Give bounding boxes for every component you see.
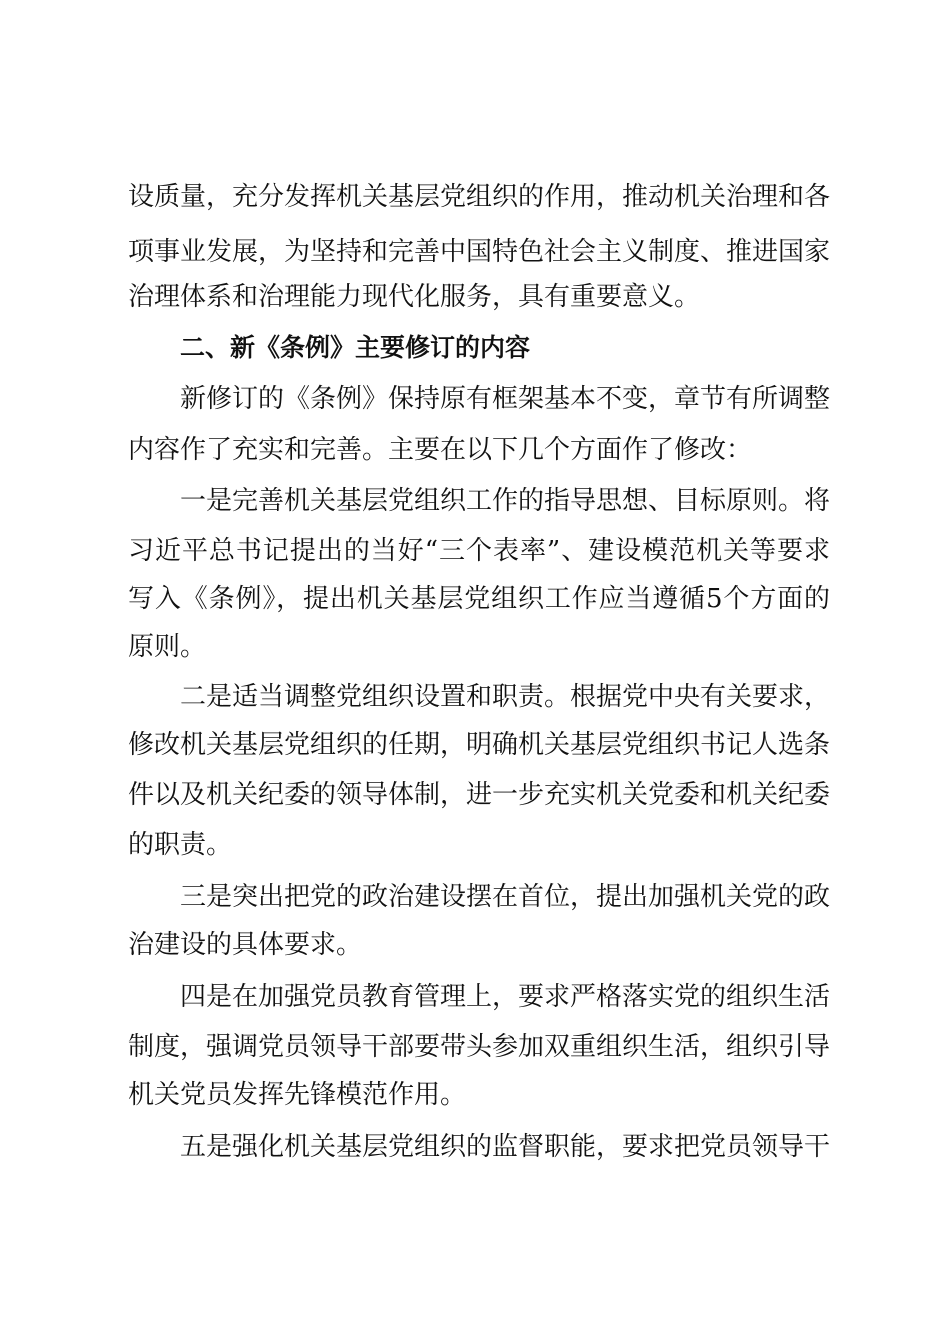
paragraph-line: 件以及机关纪委的领导体制，进一步充实机关党委和机关纪委 (128, 780, 831, 810)
paragraph-line: 治建设的具体要求。 (128, 930, 363, 960)
paragraph-line: 治理体系和治理能力现代化服务，具有重要意义。 (128, 282, 701, 312)
paragraph-line: 五是强化机关基层党组织的监督职能，要求把党员领导干 (180, 1132, 831, 1162)
paragraph-line: 原则。 (128, 632, 207, 662)
section-heading: 二、新《条例》主要修订的内容 (180, 333, 531, 362)
paragraph-line: 二是适当调整党组织设置和职责。根据党中央有关要求， (180, 682, 831, 712)
paragraph-line: 一是完善机关基层党组织工作的指导思想、目标原则。将 (180, 486, 831, 516)
paragraph-line: 写入《条例》，提出机关基层党组织工作应当遵循5个方面的 (128, 584, 830, 614)
paragraph-line: 制度，强调党员领导干部要带头参加双重组织生活，组织引导 (128, 1032, 831, 1062)
paragraph-line: 修改机关基层党组织的任期，明确机关基层党组织书记人选条 (128, 730, 831, 760)
paragraph-line: 设质量，充分发挥机关基层党组织的作用，推动机关治理和各 (128, 182, 831, 212)
paragraph-line: 机关党员发挥先锋模范作用。 (128, 1080, 467, 1110)
paragraph-line: 三是突出把党的政治建设摆在首位，提出加强机关党的政 (180, 882, 831, 912)
paragraph-line: 内容作了充实和完善。主要在以下几个方面作了修改： (128, 435, 753, 465)
paragraph-line: 项事业发展，为坚持和完善中国特色社会主义制度、推进国家 (128, 237, 831, 267)
paragraph-line: 习近平总书记提出的当好“三个表率”、建设模范机关等要求 (128, 536, 830, 566)
paragraph-line: 四是在加强党员教育管理上，要求严格落实党的组织生活 (180, 982, 831, 1012)
paragraph-line: 新修订的《条例》保持原有框架基本不变，章节有所调整 (180, 384, 831, 414)
paragraph-line: 的职责。 (128, 830, 233, 860)
